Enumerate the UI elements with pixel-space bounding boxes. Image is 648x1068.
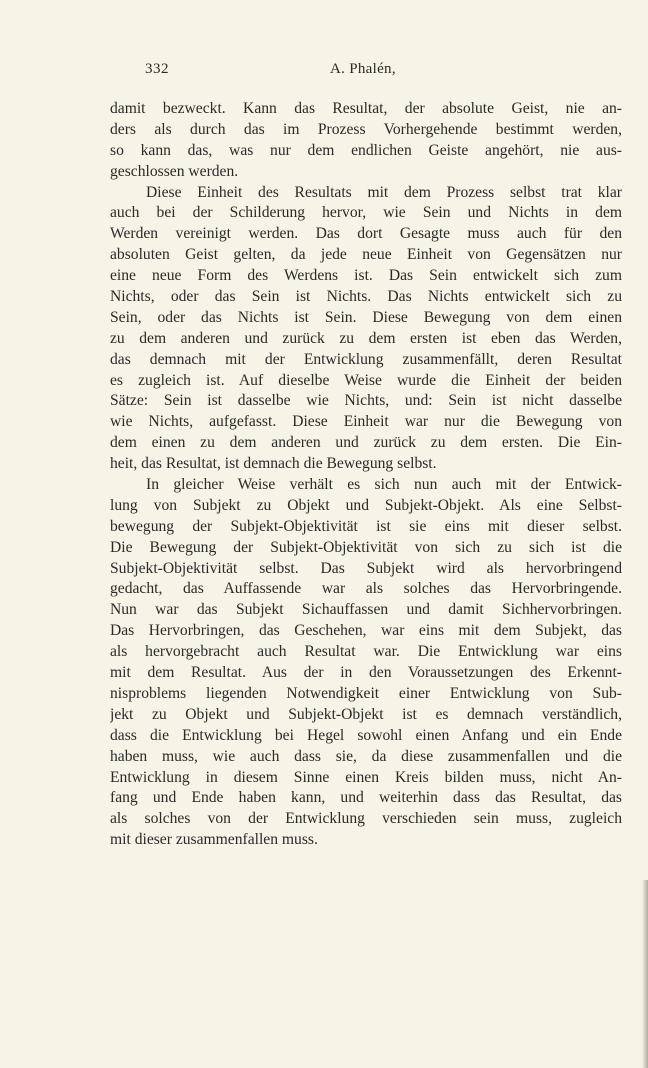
page-edge-shadow — [642, 880, 648, 1068]
paragraph — [110, 183, 622, 475]
text-line: fang und Ende haben kann, und weiterhin dass das Resultat, das — [110, 789, 622, 807]
text-line: mit dieser zusammenfallen muss. — [110, 831, 318, 849]
text-line: Sätze: Sein ist dasselbe wie Nichts, und: Sein ist nicht dasselbe — [110, 392, 622, 410]
paragraph — [110, 99, 622, 183]
text-line: als solches von der Entwicklung verschieden sein muss, zugleich — [110, 810, 622, 828]
text-line: absoluten Geist gelten, da jede neue Einheit von Gegensätzen nur — [110, 246, 622, 264]
text-line: Entwicklung in diesem Sinne einen Kreis bilden muss, nicht An- — [110, 768, 622, 786]
text-line: Das Hervorbringen, das Geschehen, war eins mit dem Subjekt, das — [110, 622, 622, 640]
text-line: nisproblems liegenden Notwendigkeit einer Entwicklung von Sub- — [110, 684, 622, 702]
text-line: dass die Entwicklung bei Hegel sowohl einen Anfang und ein Ende — [110, 726, 622, 744]
text-line: dem einen zu dem anderen und zurück zu dem ersten. Die Ein- — [110, 434, 622, 452]
text-line: bewegung der Subjekt-Objektivität ist sie eins mit dieser selbst. — [110, 517, 622, 535]
text-line: heit, das Resultat, ist demnach die Bewegung selbst. — [110, 455, 437, 473]
text-line: zu dem anderen und zurück zu dem ersten ist eben das Werden, — [110, 329, 622, 347]
text-line: Sein, oder das Nichts ist Sein. Diese Bewegung von dem einen — [110, 308, 622, 326]
text-line: jekt zu Objekt und Subjekt-Objekt ist es demnach verständlich, — [110, 705, 622, 723]
paragraph — [110, 475, 622, 851]
page-number: 332 — [145, 61, 169, 77]
text-line: haben muss, wie auch dass sie, da diese zusammenfallen und die — [110, 747, 622, 765]
text-line: mit dem Resultat. Aus der in den Voraussetzungen des Erkennt- — [110, 664, 622, 682]
text-line: geschlossen werden. — [110, 162, 239, 180]
text-line: Nichts, oder das Sein ist Nichts. Das Nichts entwickelt sich zu — [110, 288, 622, 306]
text-line: Die Bewegung der Subjekt-Objektivität von sich zu sich ist die — [110, 538, 622, 556]
text-line: als hervorgebracht auch Resultat war. Die Entwicklung war eins — [110, 643, 622, 661]
body-text — [110, 99, 622, 851]
text-line: ders als durch das im Prozess Vorhergehende bestimmt werden, — [110, 120, 622, 138]
text-line: In gleicher Weise verhält es sich nun auch mit der Entwick- — [146, 476, 622, 494]
running-head: A. Phalén, — [330, 61, 396, 77]
text-line: Subjekt-Objektivität selbst. Das Subjekt wird als hervorbringend — [110, 559, 622, 577]
text-line: es zugleich ist. Auf dieselbe Weise wurde die Einheit der beiden — [110, 371, 622, 389]
text-line: das demnach mit der Entwicklung zusammenfällt, deren Resultat — [110, 350, 622, 368]
text-line: Nun war das Subjekt Sichauffassen und damit Sichhervorbringen. — [110, 601, 622, 619]
text-line: Diese Einheit des Resultats mit dem Prozess selbst trat klar — [146, 183, 622, 201]
text-line: wie Nichts, aufgefasst. Diese Einheit war nur die Bewegung von — [110, 413, 622, 431]
text-line: auch bei der Schilderung hervor, wie Sein und Nichts in dem — [110, 204, 622, 222]
text-line: so kann das, was nur dem endlichen Geiste angehört, nie aus- — [110, 141, 622, 159]
text-line: lung von Subjekt zu Objekt und Subjekt-Objekt. Als eine Selbst- — [110, 496, 622, 514]
text-line: Werden vereinigt werden. Das dort Gesagte muss auch für den — [110, 225, 622, 243]
page-header — [110, 61, 622, 81]
text-line: eine neue Form des Werdens ist. Das Sein entwickelt sich zum — [110, 267, 622, 285]
text-line: gedacht, das Auffassende war als solches das Hervorbringende. — [110, 580, 622, 598]
text-line: damit bezweckt. Kann das Resultat, der absolute Geist, nie an- — [110, 100, 622, 117]
